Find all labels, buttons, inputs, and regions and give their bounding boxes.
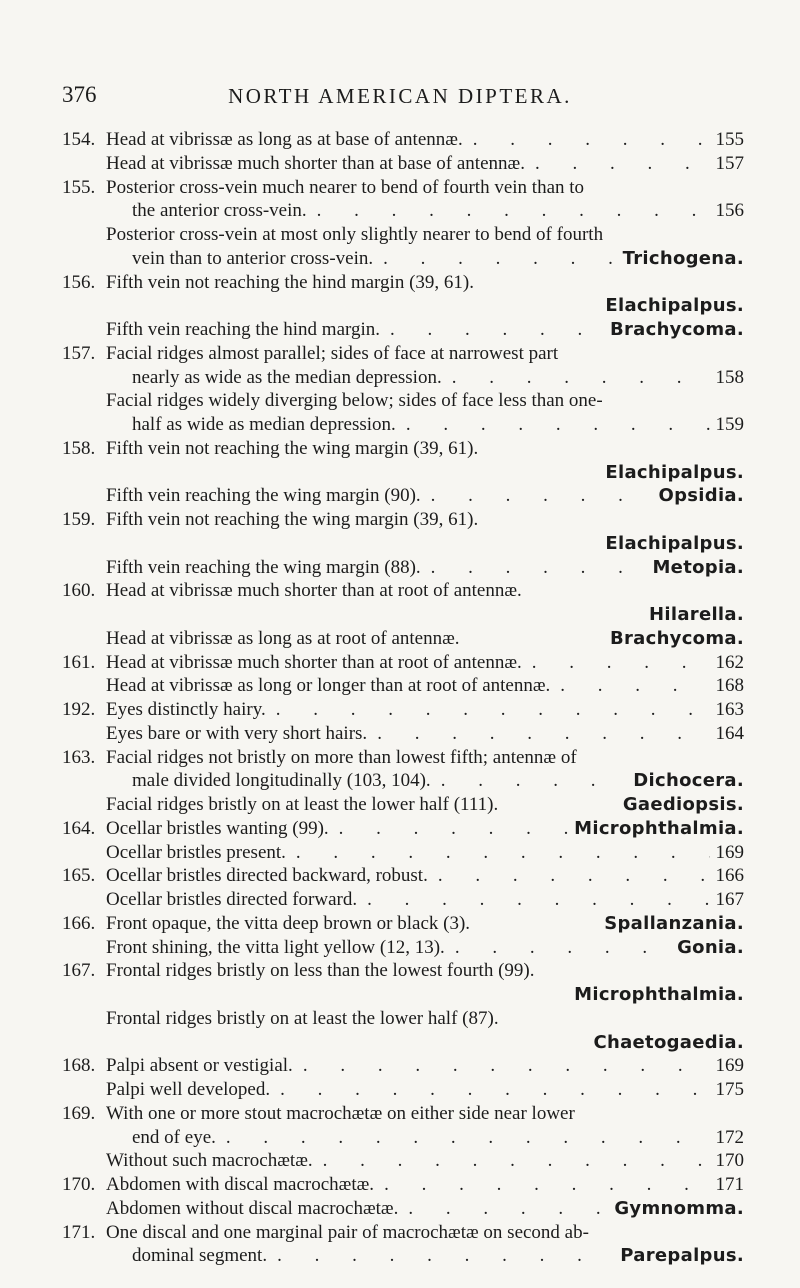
leader-dots (374, 1173, 709, 1197)
key-alternative (62, 888, 744, 912)
couplet-reference: 155 (715, 129, 744, 150)
genus-name: Microphthalmia. (574, 817, 744, 839)
key-couplet (62, 128, 744, 176)
genus-name: Spallanzania. (604, 912, 744, 934)
key-alternative (62, 1173, 744, 1197)
couplet-number: 159. (62, 509, 96, 530)
alternative-text: Facial ridges bristly on at least the lower half (111). (106, 794, 499, 815)
couplet-number: 158. (62, 437, 96, 459)
leader-dots (329, 817, 569, 841)
alternative-text: Front opaque, the vitta deep brown or black (3). (106, 912, 471, 934)
key-alternative (62, 508, 744, 556)
leader-dots (270, 1078, 709, 1102)
couplet-number: 165. (62, 865, 96, 887)
genus-name: Metopia. (652, 556, 744, 578)
key-alternative (62, 722, 744, 746)
couplet-reference: 166 (715, 865, 744, 887)
leader-dots (525, 152, 710, 176)
alternative-text: Ocellar bristles directed backward, robust. (106, 865, 428, 887)
alternative-text: Palpi well developed. (106, 1079, 271, 1100)
alternative-text: Eyes bare or with very short hairs. (106, 722, 368, 744)
couplet-reference: 156 (715, 200, 744, 222)
leader-dots (396, 413, 710, 437)
key-couplet (62, 864, 744, 912)
key-couplet (62, 508, 744, 579)
genus-name: Microphthalmia. (574, 984, 744, 1005)
alternative-text: Fifth vein reaching the wing margin (88). (106, 556, 421, 578)
alternative-text: Front shining, the vitta light yellow (12, 13). (106, 936, 445, 958)
alternative-text: end of eye. (132, 1126, 216, 1148)
leader-dots (307, 199, 710, 223)
alternative-text: the anterior cross-vein. (132, 200, 307, 222)
alternative-text: Ocellar bristles present. (106, 841, 286, 863)
couplet-number: 167. (62, 960, 96, 982)
genus-name: Chaetogaedia. (593, 1031, 744, 1053)
couplet-reference: 175 (715, 1079, 744, 1100)
key-alternative (62, 1102, 744, 1150)
couplet-number: 163. (62, 746, 96, 768)
key-couplet (62, 817, 744, 865)
key-alternative (62, 1149, 744, 1173)
couplet-number: 157. (62, 342, 96, 364)
couplet-reference: 164 (715, 722, 744, 744)
alternative-text: Head at vibrissæ much shorter than at base of antennæ. (106, 152, 525, 174)
key-alternative (62, 389, 744, 437)
genus-name: Brachycoma. (609, 627, 744, 649)
couplet-reference: 159 (715, 414, 744, 435)
key-alternative (62, 152, 744, 176)
couplet-reference: 158 (715, 366, 744, 388)
leader-dots (463, 128, 710, 152)
key-alternative (62, 817, 744, 841)
key-couplet (62, 746, 744, 817)
key-alternative (62, 318, 744, 342)
alternative-text: dominal segment. (132, 1245, 268, 1267)
key-alternative (62, 176, 744, 224)
genus-name: Elachipalpus. (605, 295, 744, 317)
alternative-text: nearly as wide as the median depression. (132, 366, 442, 388)
key-couplet (62, 1173, 744, 1221)
key-couplet (62, 437, 744, 508)
leader-dots (428, 864, 710, 888)
alternative-text: Facial ridges not bristly on more than lowest fifth; antennæ of (106, 746, 577, 768)
couplet-number: 169. (62, 1102, 96, 1124)
key-alternative (62, 674, 744, 698)
genus-name: Brachycoma. (609, 319, 744, 340)
couplet-reference: 169 (715, 1055, 744, 1077)
genus-name: Gonia. (677, 936, 744, 958)
alternative-text: Posterior cross-vein at most only slightly nearer to bend of fourth (106, 224, 604, 245)
couplet-reference: 171 (715, 1174, 744, 1195)
alternative-text: Frontal ridges bristly on less than the lowest fourth (99). (106, 960, 535, 982)
genus-name: Parepalpus. (620, 1245, 744, 1267)
couplet-reference: 172 (715, 1126, 744, 1148)
couplet-number: 166. (62, 912, 96, 934)
couplet-number: 164. (62, 817, 96, 839)
leader-dots (216, 1126, 710, 1150)
key-alternative (62, 1054, 744, 1078)
key-alternative (62, 484, 744, 508)
alternative-text: Frontal ridges bristly on at least the lower half (87). (106, 1007, 499, 1029)
alternative-text: Head at vibrissæ as long or longer than at root of antennæ. (106, 675, 551, 697)
leader-dots (373, 247, 616, 271)
leader-dots (293, 1054, 710, 1078)
genus-name: Elachipalpus. (605, 461, 744, 483)
couplet-reference: 169 (715, 841, 744, 863)
couplet-number: 155. (62, 176, 96, 198)
key-couplet (62, 959, 744, 1054)
alternative-text: Fifth vein not reaching the wing margin (39, 61). (106, 437, 479, 459)
running-head: NORTH AMERICAN DIPTERA. (228, 84, 572, 108)
alternative-text: Ocellar bristles wanting (99). (106, 817, 329, 839)
leader-dots (421, 484, 653, 508)
key-alternative (62, 128, 744, 152)
key-couplet (62, 912, 744, 960)
alternative-text: half as wide as median depression. (132, 414, 396, 435)
genus-name: Gaediopsis. (622, 794, 744, 815)
leader-dots (550, 674, 709, 698)
leader-dots (431, 769, 628, 793)
leader-dots (286, 841, 710, 865)
couplet-number: 168. (62, 1055, 96, 1077)
couplet-number: 160. (62, 580, 96, 602)
genus-name: Gymnomma. (614, 1197, 744, 1219)
alternative-text: Palpi absent or vestigial. (106, 1055, 293, 1077)
couplet-reference: 157 (715, 152, 744, 174)
key-alternative (62, 627, 744, 651)
key-alternative (62, 437, 744, 485)
alternative-text: Abdomen with discal macrochætæ. (106, 1174, 375, 1195)
alternative-text: vein than to anterior cross-vein. (132, 247, 374, 269)
couplet-reference: 170 (715, 1150, 744, 1172)
alternative-text: Eyes distinctly hairy. (106, 699, 266, 720)
couplet-number: 171. (62, 1221, 96, 1243)
key-alternative (62, 746, 744, 794)
alternative-text: Fifth vein reaching the wing margin (90). (106, 485, 421, 507)
key-couplet (62, 1221, 744, 1269)
key-alternative (62, 864, 744, 888)
alternative-text: Fifth vein not reaching the hind margin (39, 61). (106, 271, 474, 293)
genus-name: Opsidia. (658, 485, 744, 507)
key-alternative (62, 1078, 744, 1102)
genus-name: Dichocera. (633, 770, 744, 792)
alternative-text: Posterior cross-vein much nearer to bend of fourth vein than to (106, 176, 585, 198)
leader-dots (313, 1149, 710, 1173)
alternative-text: Facial ridges widely diverging below; sides of face less than one- (106, 390, 603, 412)
key-alternative (62, 793, 744, 817)
key-couplet (62, 342, 744, 437)
alternative-text: Facial ridges almost parallel; sides of face at narrowest part (106, 342, 559, 364)
couplet-number: 170. (62, 1174, 96, 1195)
couplet-number: 161. (62, 651, 96, 673)
alternative-text: male divided longitudinally (103, 104). (132, 770, 431, 792)
alternative-text: Ocellar bristles directed forward. (106, 889, 358, 910)
couplet-reference: 162 (715, 651, 744, 673)
key-couplet (62, 1102, 744, 1173)
genus-name: Hilarella. (649, 604, 744, 625)
key-couplet (62, 271, 744, 342)
key-couplet (62, 698, 744, 746)
key-alternative (62, 556, 744, 580)
alternative-text: Fifth vein reaching the hind margin. (106, 319, 381, 340)
key-couplet (62, 1054, 744, 1102)
key-alternative (62, 1221, 744, 1269)
key-couplet (62, 651, 744, 699)
key-alternative (62, 841, 744, 865)
leader-dots (267, 1244, 614, 1268)
leader-dots (398, 1197, 608, 1221)
leader-dots (522, 651, 710, 675)
key-alternative (62, 223, 744, 271)
couplet-number: 156. (62, 271, 96, 293)
alternative-text: With one or more stout macrochætæ on either side near lower (106, 1102, 575, 1124)
leader-dots (421, 556, 647, 580)
alternative-text: Head at vibrissæ as long as at root of antennæ. (106, 627, 460, 649)
leader-dots (380, 318, 604, 342)
dichotomous-key (62, 128, 744, 1268)
key-alternative (62, 912, 744, 936)
leader-dots (445, 936, 671, 960)
key-alternative (62, 651, 744, 675)
key-alternative (62, 1197, 744, 1221)
key-couplet (62, 176, 744, 271)
alternative-text: Head at vibrissæ as long as at base of antennæ. (106, 129, 463, 150)
leader-dots (442, 366, 710, 390)
couplet-reference: 168 (715, 675, 744, 697)
alternative-text: Head at vibrissæ much shorter than at root of antennæ. (106, 580, 522, 602)
key-alternative (62, 579, 744, 627)
alternative-text: Head at vibrissæ much shorter than at root of antennæ. (106, 651, 522, 673)
leader-dots (266, 698, 710, 722)
alternative-text: Abdomen without discal macrochætæ. (106, 1197, 399, 1219)
couplet-reference: 167 (715, 889, 744, 910)
alternative-text: One discal and one marginal pair of macrochætæ on second ab- (106, 1221, 589, 1243)
genus-name: Trichogena. (622, 247, 744, 269)
key-alternative (62, 959, 744, 1007)
key-alternative (62, 1007, 744, 1055)
page-number: 376 (62, 82, 97, 107)
couplet-number: 154. (62, 129, 96, 150)
alternative-text: Without such macrochætæ. (106, 1150, 313, 1172)
genus-name: Elachipalpus. (605, 532, 744, 554)
key-alternative (62, 342, 744, 390)
leader-dots (367, 722, 709, 746)
leader-dots (357, 888, 709, 912)
key-alternative (62, 271, 744, 319)
alternative-text: Fifth vein not reaching the wing margin (39, 61). (106, 509, 479, 530)
couplet-reference: 163 (715, 699, 744, 720)
key-couplet (62, 579, 744, 650)
couplet-number: 192. (62, 699, 96, 720)
key-alternative (62, 698, 744, 722)
key-alternative (62, 936, 744, 960)
